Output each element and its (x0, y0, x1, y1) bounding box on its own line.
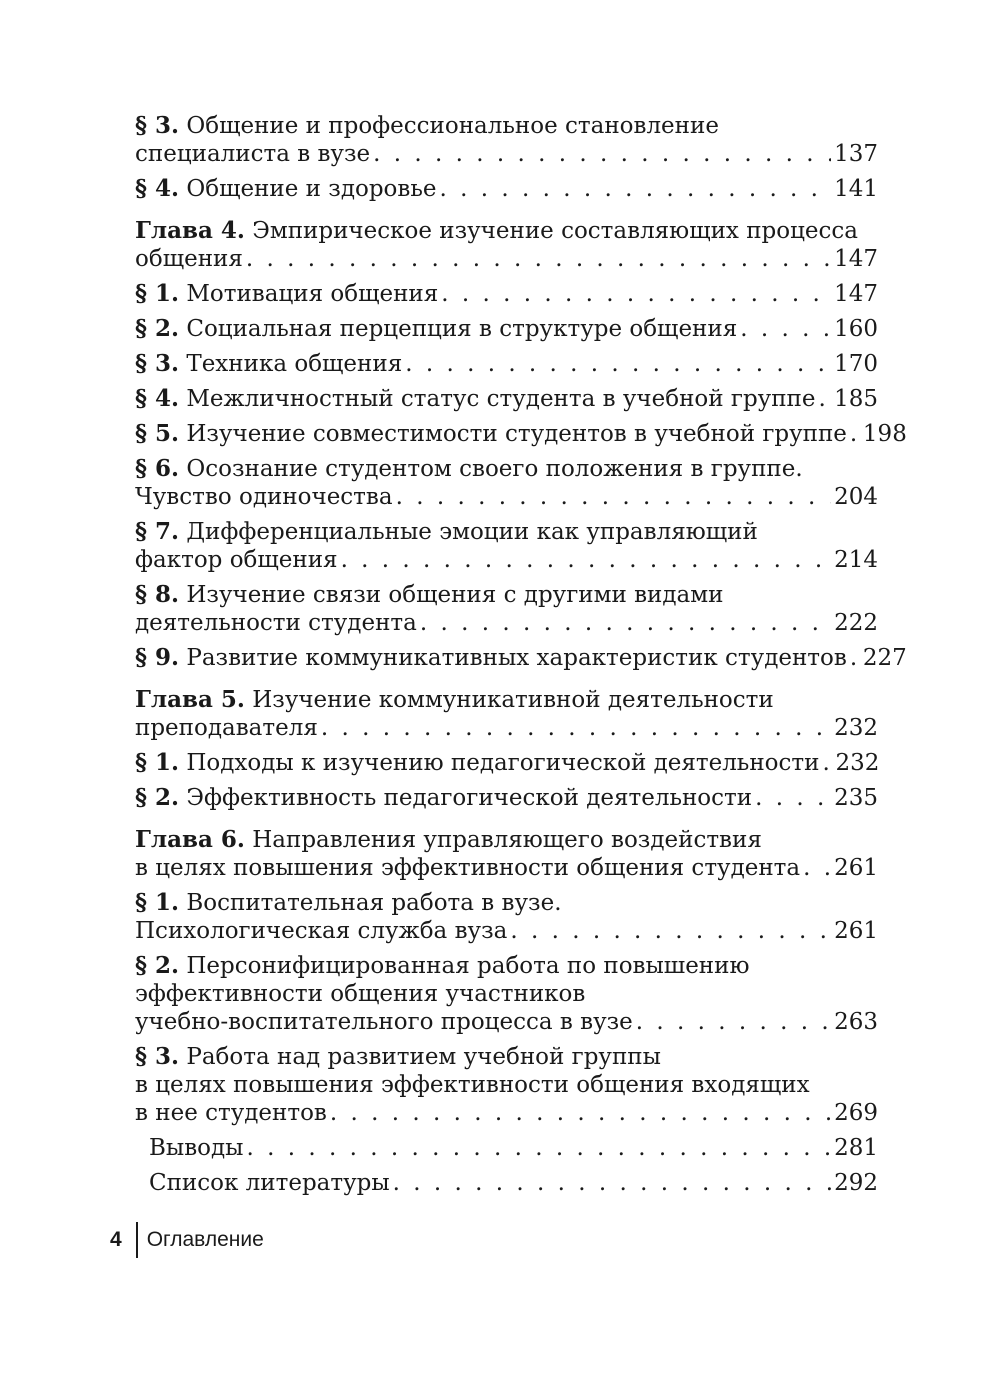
toc-entry (135, 175, 878, 203)
toc-line (135, 581, 878, 609)
toc-line (135, 917, 878, 945)
toc-chapter (135, 826, 878, 882)
toc-number: § 7. (135, 518, 180, 545)
dot-leader (819, 385, 832, 413)
toc-line (135, 315, 878, 343)
toc-page-number: 185 (834, 386, 878, 412)
toc-line (135, 280, 878, 308)
toc-number: Глава 6. (135, 826, 245, 853)
toc-line (135, 889, 878, 917)
toc-title: Мотивация общения (186, 281, 439, 307)
toc-entry (135, 420, 907, 448)
toc-title: Работа над развитием учебной группы (186, 1044, 661, 1070)
toc-number: § 2. (135, 315, 180, 342)
toc-title: Социальная перцепция в структуре общения (186, 316, 738, 342)
dot-leader (636, 1008, 831, 1036)
toc-line (135, 175, 878, 203)
toc-page-number: 227 (862, 645, 907, 671)
toc-line (135, 518, 878, 546)
toc-page-number: 170 (834, 351, 878, 377)
toc-page-number: 147 (834, 281, 878, 307)
toc-page-number: 261 (834, 855, 878, 881)
toc-line (135, 980, 878, 1008)
table-of-contents (135, 112, 907, 1204)
toc-number: § 4. (135, 385, 180, 412)
toc-title: Персонифицированная работа по повышению (186, 953, 750, 979)
toc-line (135, 784, 878, 812)
toc-title: Осознание студентом своего положения в группе. (186, 456, 803, 482)
toc-page-number: 137 (834, 141, 878, 167)
toc-page-number: 147 (834, 246, 878, 272)
toc-line (135, 1099, 878, 1127)
toc-number: § 1. (135, 889, 180, 916)
toc-line (135, 112, 878, 140)
toc-title: в нее студентов (135, 1100, 327, 1126)
toc-line (149, 1169, 878, 1197)
toc-entry (135, 889, 878, 945)
toc-line (135, 350, 878, 378)
dot-leader (330, 1099, 831, 1127)
toc-title: эффективности общения участников (135, 981, 586, 1007)
toc-title: Подходы к изучению педагогической деятельности (186, 750, 820, 776)
toc-number: § 4. (135, 175, 180, 202)
toc-title: преподавателя (135, 715, 318, 741)
toc-page-number: 261 (834, 918, 878, 944)
toc-entry (135, 315, 878, 343)
toc-title: в целях повышения эффективности общения входящих (135, 1072, 810, 1098)
dot-leader (822, 749, 832, 777)
toc-entry (135, 1134, 878, 1162)
toc-entry (135, 385, 878, 413)
toc-page-number: 292 (834, 1170, 878, 1196)
toc-number: § 5. (135, 420, 180, 447)
toc-title: Изучение совместимости студентов в учебной группе (186, 421, 847, 447)
toc-title: Дифференциальные эмоции как управляющий (186, 519, 758, 545)
toc-line (135, 644, 907, 672)
dot-leader (441, 280, 831, 308)
toc-line (135, 854, 878, 882)
toc-page-number: 204 (834, 484, 878, 510)
toc-title: Эффективность педагогической деятельности (186, 785, 753, 811)
toc-title: Изучение коммуникативной деятельности (252, 687, 774, 713)
toc-number: § 9. (135, 644, 180, 671)
toc-line (135, 1071, 878, 1099)
toc-page-number: 160 (834, 316, 878, 342)
toc-entry (135, 749, 878, 777)
toc-number: § 3. (135, 350, 180, 377)
dot-leader (755, 784, 831, 812)
toc-page-number: 232 (834, 715, 878, 741)
toc-title: Межличностный статус студента в учебной группе (186, 386, 816, 412)
running-title: Оглавление (146, 1228, 264, 1251)
toc-title: Общение и здоровье (186, 176, 437, 202)
toc-line (135, 455, 878, 483)
toc-title: Техника общения (186, 351, 403, 377)
toc-number: § 8. (135, 581, 180, 608)
dot-leader (341, 546, 832, 574)
toc-page-number: 222 (834, 610, 878, 636)
dot-leader (420, 609, 831, 637)
toc-page-number: 232 (835, 750, 880, 776)
toc-page-number: 141 (834, 176, 878, 202)
toc-entry (135, 1043, 878, 1127)
toc-page-number: 263 (834, 1009, 878, 1035)
dot-leader (405, 350, 831, 378)
dot-leader (393, 1169, 831, 1197)
dot-leader (850, 420, 860, 448)
toc-entry (135, 518, 878, 574)
dot-leader (740, 315, 831, 343)
toc-page-number: 198 (862, 421, 907, 447)
toc-page-number: 281 (834, 1135, 878, 1161)
toc-title: Чувство одиночества (135, 484, 393, 510)
toc-entry (135, 952, 878, 1036)
dot-leader (373, 140, 831, 168)
toc-page-number: 214 (834, 547, 878, 573)
dot-leader (246, 1134, 831, 1162)
toc-number: Глава 4. (135, 217, 245, 244)
toc-line (135, 483, 878, 511)
footer-divider (136, 1222, 138, 1258)
toc-line (135, 1008, 878, 1036)
toc-line (149, 1134, 878, 1162)
page-footer (110, 1222, 264, 1258)
toc-title: учебно-воспитательного процесса в вузе (135, 1009, 633, 1035)
toc-page-number: 269 (834, 1100, 878, 1126)
toc-line (135, 1043, 878, 1071)
toc-title: Общение и профессиональное становление (186, 113, 719, 139)
toc-title: Воспитательная работа в вузе. (186, 890, 562, 916)
toc-line (135, 140, 878, 168)
toc-number: Глава 5. (135, 686, 245, 713)
toc-number: § 6. (135, 455, 180, 482)
toc-title: Изучение связи общения с другими видами (186, 582, 724, 608)
toc-entry (135, 581, 878, 637)
toc-title: Эмпирическое изучение составляющих процесса (252, 218, 858, 244)
toc-title: Психологическая служба вуза (135, 918, 508, 944)
toc-line (135, 826, 878, 854)
toc-line (135, 714, 878, 742)
toc-entry (135, 280, 878, 308)
toc-entry (135, 112, 878, 168)
toc-line (135, 245, 878, 273)
toc-title: Выводы (149, 1135, 244, 1161)
toc-entry (135, 350, 878, 378)
dot-leader (396, 483, 832, 511)
dot-leader (510, 917, 831, 945)
toc-title: общения (135, 246, 243, 272)
dot-leader (246, 245, 831, 273)
toc-title: деятельности студента (135, 610, 417, 636)
toc-line (135, 952, 878, 980)
toc-chapter (135, 217, 878, 273)
toc-line (135, 609, 878, 637)
toc-line (135, 420, 907, 448)
toc-line (135, 217, 878, 245)
dot-leader (439, 175, 831, 203)
toc-number: § 1. (135, 749, 180, 776)
toc-number: § 3. (135, 112, 180, 139)
dot-leader (850, 644, 860, 672)
dot-leader (803, 854, 831, 882)
toc-title: Список литературы (149, 1170, 390, 1196)
toc-entry (135, 644, 907, 672)
toc-line (135, 686, 878, 714)
toc-line (135, 385, 878, 413)
toc-page-number: 235 (834, 785, 878, 811)
toc-title: в целях повышения эффективности общения студента (135, 855, 801, 881)
toc-number: § 1. (135, 280, 180, 307)
toc-entry (135, 784, 878, 812)
toc-entry (135, 1169, 878, 1197)
toc-title: Направления управляющего воздействия (252, 827, 762, 853)
dot-leader (321, 714, 831, 742)
toc-title: Развитие коммуникативных характеристик студентов (186, 645, 847, 671)
toc-title: фактор общения (135, 547, 338, 573)
toc-chapter (135, 686, 878, 742)
toc-number: § 2. (135, 952, 180, 979)
toc-line (135, 749, 878, 777)
toc-number: § 2. (135, 784, 180, 811)
toc-title: специалиста в вузе (135, 141, 371, 167)
toc-number: § 3. (135, 1043, 180, 1070)
page-number: 4 (110, 1228, 122, 1251)
toc-line (135, 546, 878, 574)
toc-entry (135, 455, 878, 511)
